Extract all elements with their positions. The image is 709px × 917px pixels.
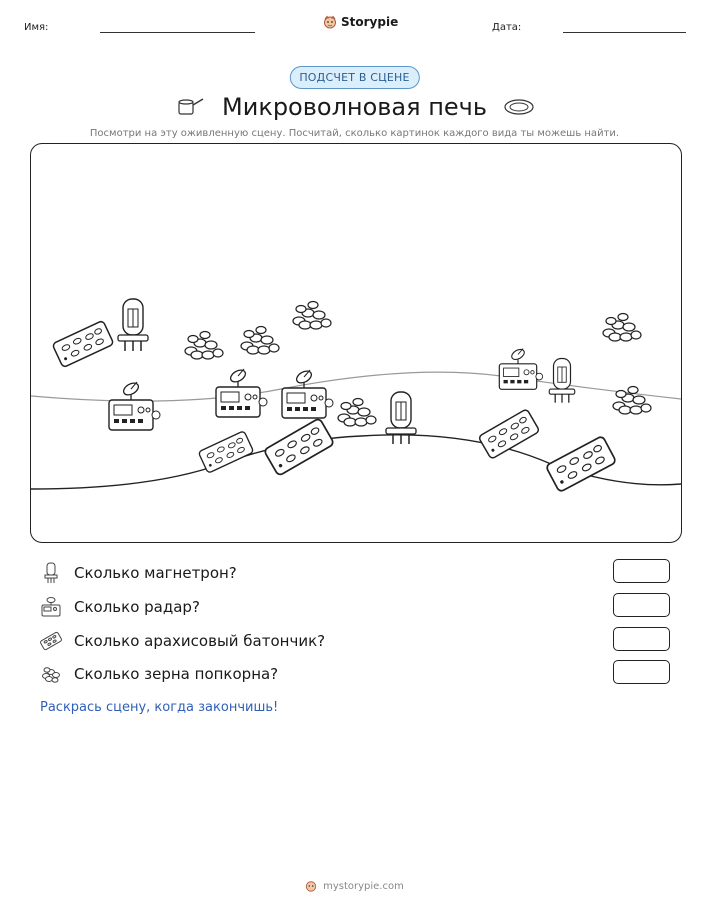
page-subtitle: Посмотри на эту оживленную сцену. Посчитай, сколько картинок каждого вида ты можешь найти. xyxy=(89,128,620,139)
question-text: Сколько магнетрон? xyxy=(74,564,237,582)
question-text: Сколько зерна попкорна? xyxy=(74,665,279,683)
popcorn-icon xyxy=(40,663,62,685)
storypie-mascot-icon xyxy=(305,880,317,892)
question-radar xyxy=(40,596,200,618)
answer-box-peanut-bar[interactable] xyxy=(613,627,670,651)
answer-box-popcorn[interactable] xyxy=(613,660,670,684)
radar-icon xyxy=(40,596,62,618)
brand-name: Storypie xyxy=(341,15,399,29)
question-text: Сколько арахисовый батончик? xyxy=(74,632,326,650)
question-text: Сколько радар? xyxy=(74,598,200,616)
question-peanut-bar xyxy=(40,630,325,652)
name-label: Имя: xyxy=(24,22,49,33)
magnetron-icon xyxy=(40,562,62,584)
page-title: Микроволновая печь xyxy=(222,93,487,121)
counting-scene[interactable] xyxy=(30,143,682,543)
plate-icon xyxy=(503,97,535,121)
peanut-bar-icon xyxy=(40,630,62,652)
brand-logo xyxy=(323,15,398,29)
scene-illustration xyxy=(31,144,681,542)
answer-box-magnetron[interactable] xyxy=(613,559,670,583)
date-label: Дата: xyxy=(492,22,522,33)
storypie-mascot-icon xyxy=(323,15,337,29)
color-instruction: Раскрась сцену, когда закончишь! xyxy=(40,700,279,715)
name-line[interactable] xyxy=(100,32,255,33)
answer-box-radar[interactable] xyxy=(613,593,670,617)
question-popcorn xyxy=(40,663,278,685)
date-line[interactable] xyxy=(563,32,686,33)
footer-site[interactable]: mystorypie.com xyxy=(323,880,404,892)
activity-badge: ПОДСЧЕТ В СЦЕНЕ xyxy=(289,66,419,89)
question-magnetron xyxy=(40,562,237,584)
footer xyxy=(0,880,709,892)
